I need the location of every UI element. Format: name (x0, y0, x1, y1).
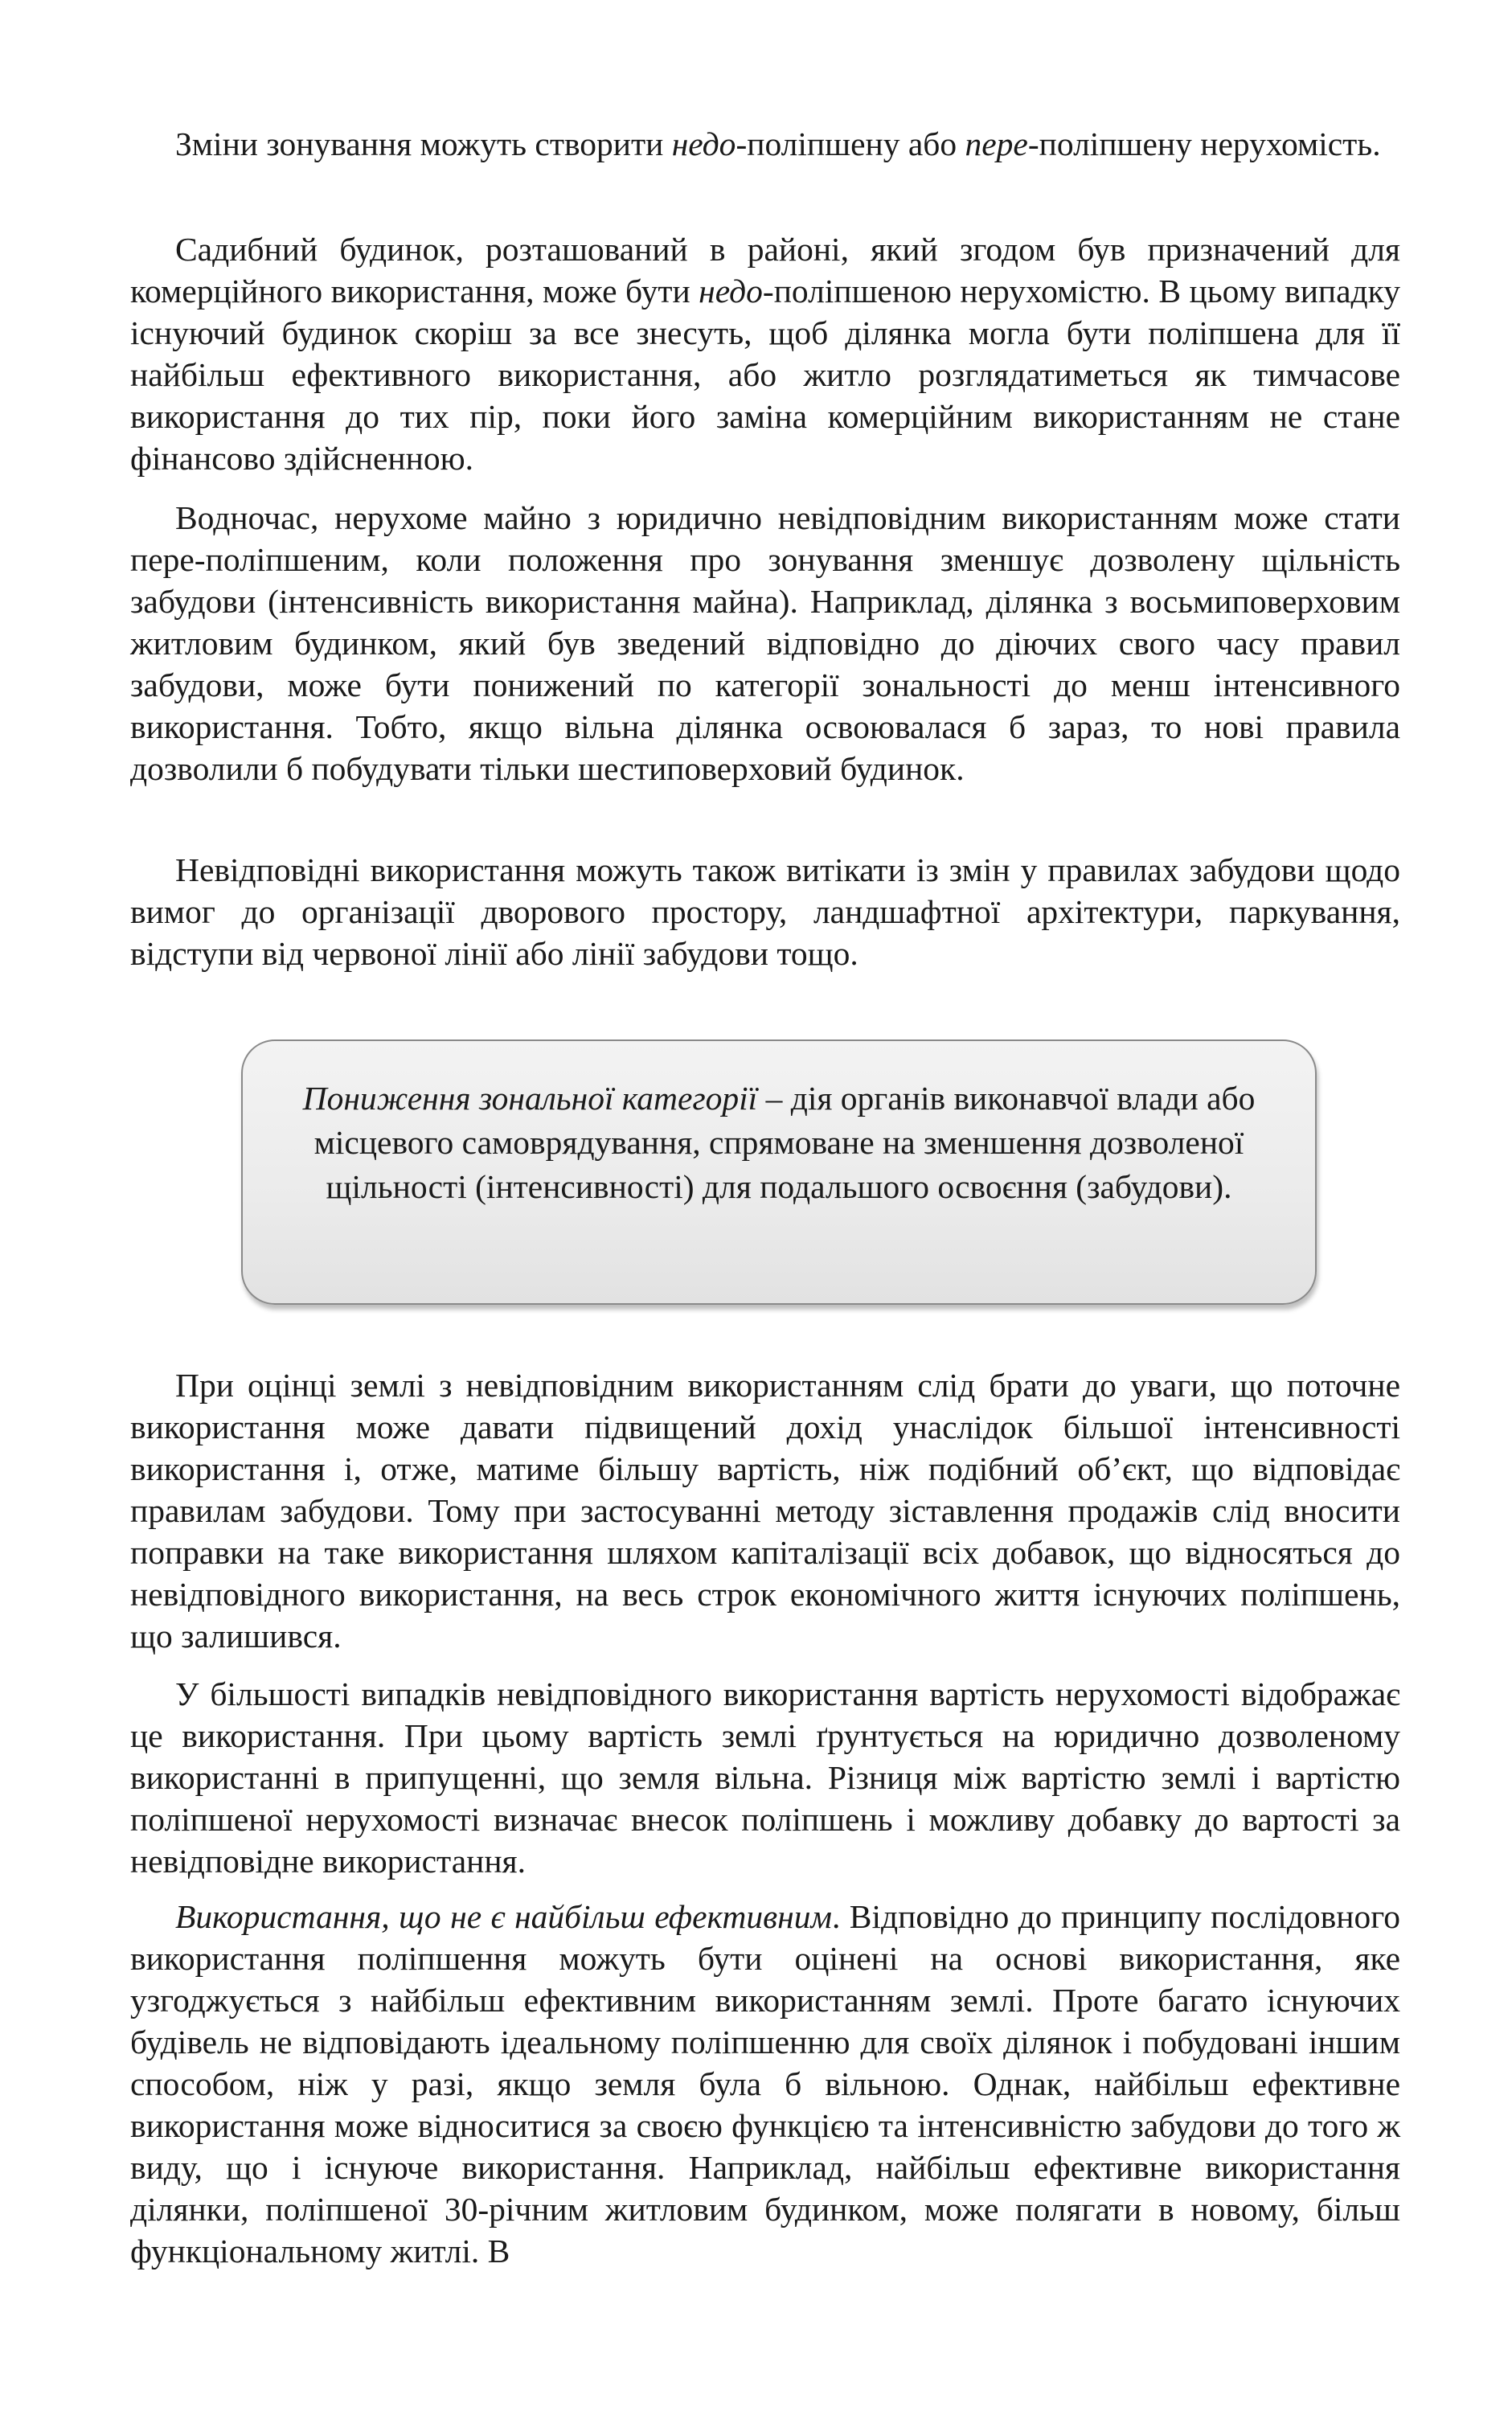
definition-text (275, 1076, 1283, 1209)
text-run: -поліпшену або (736, 125, 965, 162)
italic-term: Використання, що не є найбільш ефективним (175, 1898, 832, 1935)
definition-body: – дія органів виконавчої влади або місцевого самоврядування, спрямоване на зменшення дозволеної щільності (інтенсивності) для подальшого освоєння (забудови). (313, 1080, 1256, 1205)
paragraph-property-value: У більшості випадків невідповідного використання вартість нерухомості відображає це використання. При цьому вартість землі ґрунтується на юридично дозволеному використанні в припущенні, що земля вільна. Різниця між вартістю землі і вартістю поліпшеної нерухомості визначає внесок поліпшень і можливу добавку до вартості за невідповідне використання. (130, 1675, 1400, 1880)
text-run: . Відповідно до принципу послідовного використання поліпшення можуть бути оцінені на основі використання, яке узгоджується з найбільш ефективним використанням землі. Проте багато існуючих будівель не відповідають ідеальному поліпшенню для своїх ділянок і побудовані іншим способом, ніж у разі, якщо земля була б вільною. Однак, найбільш ефективне використання може відноситися за своєю функцією та інтенсивністю забудови до того ж виду, що і існуюче використання. Наприклад, найбільш ефективне використання ділянки, поліпшеної 30-річним житловим будинком, може полягати в новому, більш функціональному житлі. В (130, 1898, 1400, 2270)
text-run: -поліпшеною нерухомістю. В цьому випадку існуючий будинок скоріш за все знесуть, щоб ділянка могла бути поліпшена для її найбільш ефективного використання, або житло розглядатиметься як тимчасове використання до тих пір, поки його заміна комерційним використанням не стане фінансово здійсненною. (130, 273, 1400, 477)
paragraph-land-valuation: При оцінці землі з невідповідним використанням слід брати до уваги, що поточне використання може давати підвищений дохід унаслідок більшої інтенсивності використання і, отже, матиме більшу вартість, ніж подібний об’єкт, що відповідає правилам забудови. Тому при застосуванні методу зіставлення продажів слід вносити поправки на таке використання шляхом капіталізації всіх добавок, що відносяться до невідповідного використання, на весь строк економічного життя існуючих поліпшень, що залишився. (130, 1367, 1400, 1654)
italic-term: недо (699, 273, 763, 310)
definition-box (241, 1039, 1317, 1305)
text-run: Зміни зонування можуть створити (175, 125, 672, 162)
paragraph-over-improved: Водночас, нерухоме майно з юридично невідповідним використанням може стати пере-поліпшеним, коли положення про зонування зменшує дозволену щільність забудови (інтенсивність використання майна). Наприклад, ділянка з восьмиповерховим житловим будинком, який був зведений відповідно до діючих свого часу правил забудови, може бути понижений по категорії зональності до менш інтенсивного використання. Тобто, якщо вільна ділянка освоювалася б зараз, то нові правила дозволили б побудувати тільки шестиповерховий будинок. (130, 499, 1400, 787)
paragraph-nonconforming-uses: Невідповідні використання можуть також витікати із змін у правилах забудови щодо вимог до організації дворового простору, ландшафтної архітектури, паркування, відступи від червоної лінії або лінії забудови тощо. (130, 851, 1400, 972)
paragraph-not-most-efficient (130, 1896, 1400, 2272)
italic-term: недо (671, 125, 736, 162)
paragraph-manor-house (130, 228, 1400, 479)
definition-term: Пониження зональної категорії (302, 1080, 758, 1117)
italic-term: пере (965, 125, 1028, 162)
text-run: -поліпшену нерухомість. (1027, 125, 1381, 162)
paragraph-zoning-changes (130, 123, 1400, 165)
text-run: Садибний будинок, розташований в районі, який згодом був призначений для комерційного використання, може бути (130, 231, 1400, 310)
